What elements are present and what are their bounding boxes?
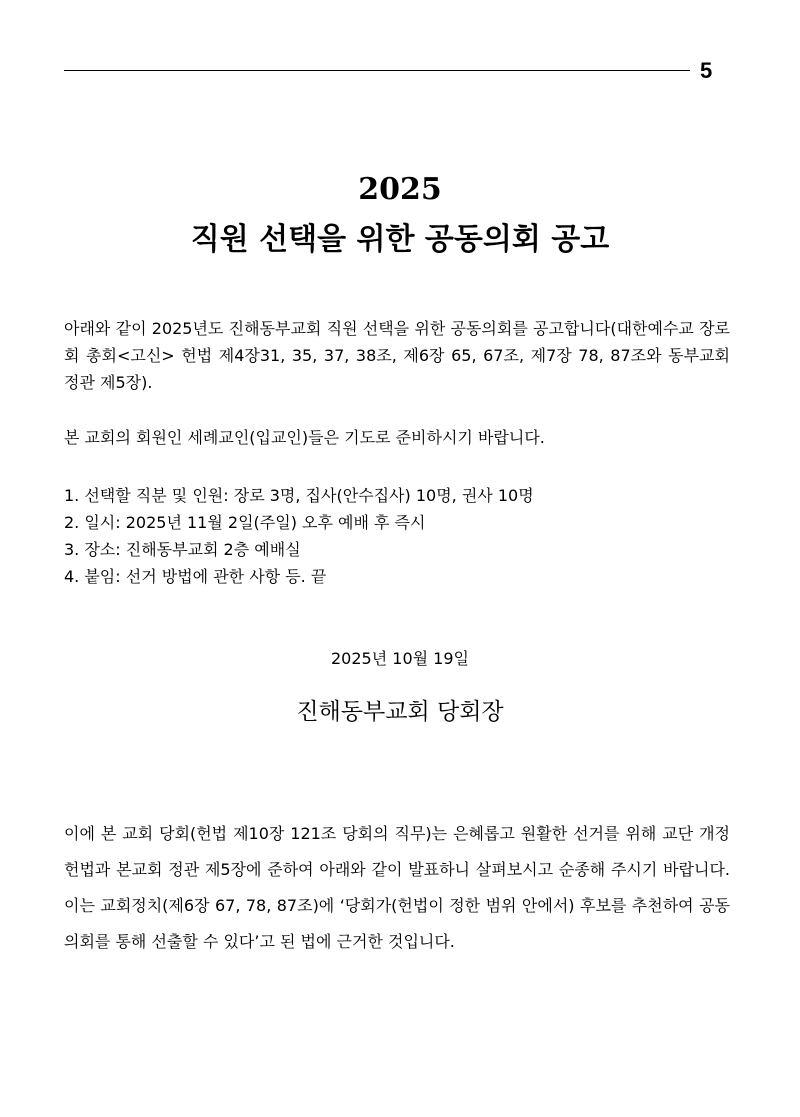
notice-items-list [64,482,730,590]
list-item: 4. 붙임: 선거 방법에 관한 사항 등. 끝 [64,567,327,586]
explanation-paragraph: 이에 본 교회 당회(헌법 제10장 121조 당회의 직무)는 은혜롭고 원활한 선거를 위해 교단 개정 헌법과 본교회 정관 제5장에 준하여 아래와 같이 발표하니 살펴보시고 순종해 주시기 바랍니다. 이는 교회정치(제6장 67, 78, 87조)에 ‘당회가(헌법이 정한 범위 안에서) 후보를 추천하여 공동의회를 통해 선출할 수 있다’고 된 법에 근거한 것입니다. [64,824,730,951]
notice-date: 2025년 10월 19일 [331,649,469,668]
list-item: 3. 장소: 진해동부교회 2층 예배실 [64,540,301,559]
page-title: 직원 선택을 위한 공동의회 공고 [190,222,610,257]
prayer-paragraph: 본 교회의 회원인 세례교인(입교인)들은 기도로 준비하시기 바랍니다. [64,428,545,447]
title-year: 2025 [358,172,442,207]
signature: 진해동부교회 당회장 [296,699,504,725]
intro-paragraph: 아래와 같이 2025년도 진해동부교회 직원 선택을 위한 공동의회를 공고합니다(대한예수교 장로회 총회<고신> 헌법 제4장31, 35, 37, 38조, 제6장 65, 67조, 제7장 78, 87조와 동부교회 정관 제5장). [64,319,730,392]
header-rule [64,70,690,71]
list-item: 1. 선택할 직분 및 인원: 장로 3명, 집사(안수집사) 10명, 권사 10명 [64,486,534,505]
list-item: 2. 일시: 2025년 11월 2일(주일) 오후 예배 후 즉시 [64,513,426,532]
page-number: 5 [700,58,713,83]
